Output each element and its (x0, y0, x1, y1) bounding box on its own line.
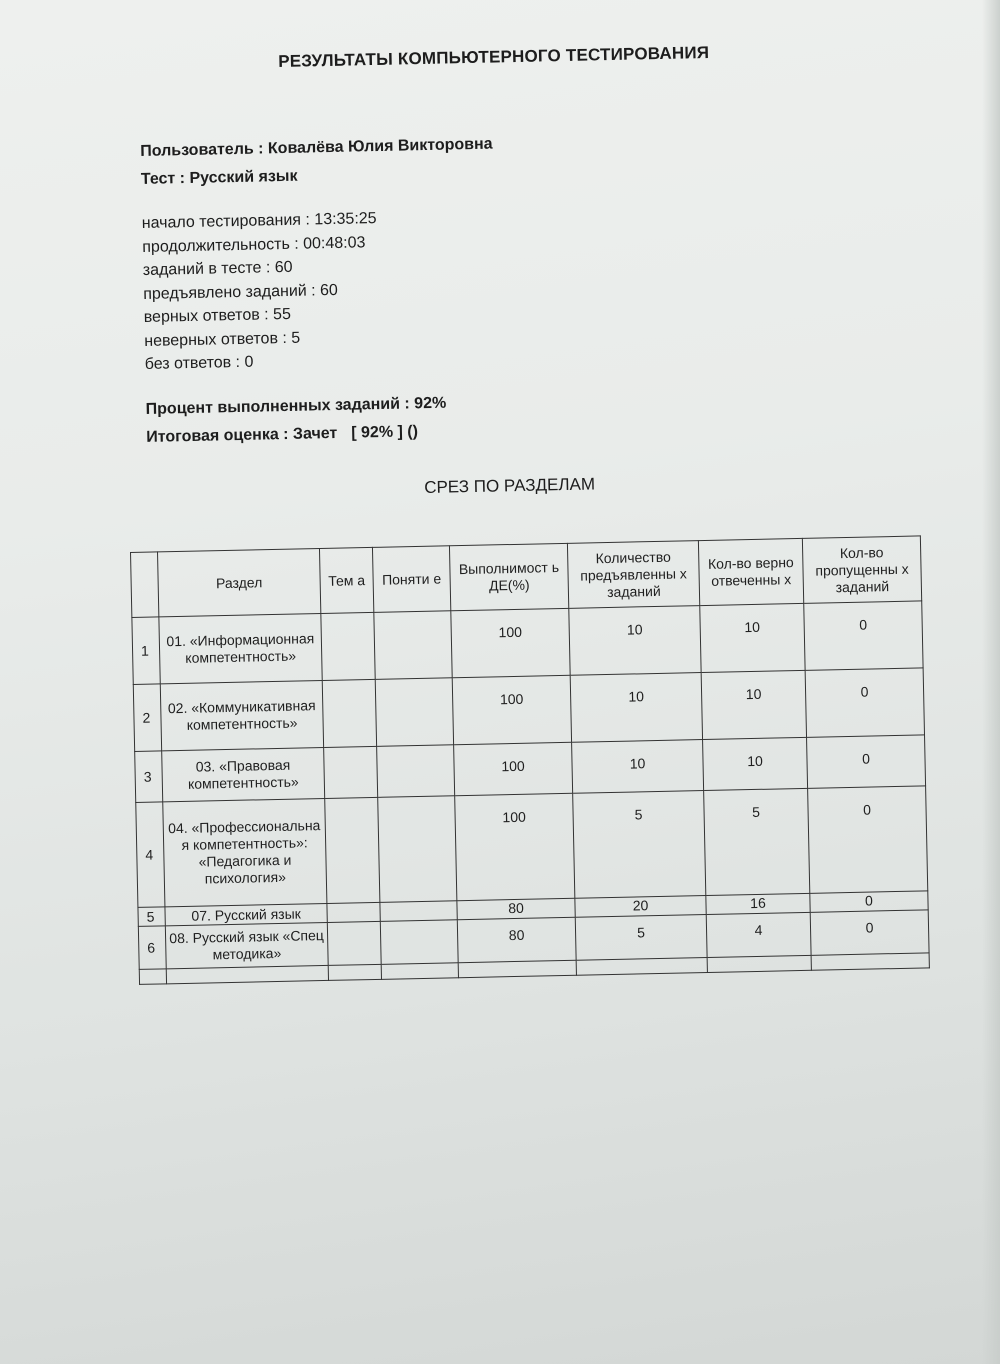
row-section: 02. «Коммуникативная компетентность» (160, 681, 323, 751)
row-section: 08. Русский язык «Спец методика» (165, 922, 328, 968)
row-presented: 10 (570, 673, 702, 743)
row-topic (321, 612, 375, 680)
header-section: Раздел (158, 549, 321, 617)
results-table (130, 535, 930, 984)
empty-cell (811, 953, 929, 970)
row-skipped: 0 (810, 910, 929, 955)
empty-cell (576, 958, 707, 976)
row-section: 03. «Правовая компетентность» (162, 747, 325, 801)
row-completion: 100 (455, 793, 575, 900)
header-number (131, 552, 159, 618)
empty-cell (707, 955, 811, 972)
row-topic (325, 797, 380, 903)
row-section: 01. «Информационная компетентность» (159, 614, 322, 684)
row-section: 07. Русский язык (165, 903, 327, 925)
grade-label: Итоговая оценка : Зачет (146, 424, 338, 446)
row-correct: 10 (700, 603, 805, 672)
user-line: Пользователь : Ковалёва Юлия Викторовна (140, 135, 493, 160)
row-skipped: 0 (804, 601, 923, 670)
row-skipped: 0 (810, 891, 928, 912)
row-concept (380, 920, 458, 965)
empty-cell (166, 965, 328, 983)
row-presented: 5 (575, 915, 707, 961)
empty-cell (458, 960, 576, 977)
no-answers: без ответов : 0 (144, 353, 254, 373)
row-concept (380, 901, 457, 922)
header-correct: Кол-во верно отвеченны х (698, 538, 803, 605)
row-skipped: 0 (807, 735, 926, 788)
row-concept (377, 745, 455, 798)
header-skipped: Кол-во пропущенны х заданий (802, 536, 921, 603)
header-concept: Поняти е (372, 546, 450, 613)
document-title: РЕЗУЛЬТАТЫ КОМПЬЮТЕРНОГО ТЕСТИРОВАНИЯ (278, 42, 710, 71)
row-concept (378, 796, 457, 903)
row-number: 2 (133, 684, 161, 752)
incorrect-answers: неверных ответов : 5 (144, 329, 301, 350)
test-line: Тест : Русский язык (140, 167, 298, 188)
empty-cell (139, 969, 166, 985)
row-presented: 20 (575, 896, 706, 918)
row-number: 6 (138, 926, 166, 970)
header-presented: Количество предъявленны х заданий (567, 541, 699, 609)
row-number: 3 (135, 751, 163, 803)
row-completion: 100 (454, 742, 573, 795)
row-presented: 5 (573, 791, 706, 899)
row-presented: 10 (569, 606, 701, 676)
grade-value: [ 92% ] () (351, 422, 419, 442)
row-topic (322, 679, 376, 747)
duration: продолжительность : 00:48:03 (142, 233, 366, 256)
row-concept (374, 611, 452, 680)
test-info (140, 131, 499, 452)
row-topic (327, 902, 380, 922)
row-correct: 5 (704, 788, 810, 895)
row-presented: 10 (572, 740, 704, 794)
row-completion: 80 (457, 898, 575, 919)
row-completion: 100 (452, 675, 571, 744)
row-skipped: 0 (805, 668, 924, 737)
row-skipped: 0 (808, 786, 928, 893)
percent-line: Процент выполненных заданий : 92% (145, 394, 447, 418)
row-number: 1 (132, 617, 160, 685)
presented-tasks: предъявлено заданий : 60 (143, 281, 339, 303)
row-correct: 10 (701, 670, 806, 739)
row-topic (324, 746, 378, 798)
total-tasks: заданий в тесте : 60 (142, 258, 293, 279)
start-time: начало тестирования : 13:35:25 (141, 210, 377, 232)
correct-answers: верных ответов : 55 (143, 305, 292, 326)
row-concept (375, 678, 453, 747)
row-correct: 10 (703, 737, 808, 790)
empty-cell (381, 963, 458, 980)
header-topic: Тем а (319, 547, 373, 613)
results-table-wrapper (130, 535, 930, 984)
row-correct: 4 (706, 912, 811, 957)
empty-cell (328, 964, 381, 980)
section-breakdown-title: СРЕЗ ПО РАЗДЕЛАМ (424, 474, 596, 497)
table-row (136, 786, 928, 908)
row-number: 5 (138, 907, 165, 927)
row-completion: 100 (451, 608, 570, 677)
row-number: 4 (136, 802, 165, 908)
row-topic (327, 921, 381, 965)
header-completion: Выполнимост ь ДЕ(%) (449, 543, 568, 610)
row-section: 04. «Профессиональна я компетентность»: «Педагогика и психология» (163, 798, 327, 906)
row-correct: 16 (706, 893, 810, 914)
row-completion: 80 (457, 917, 576, 962)
